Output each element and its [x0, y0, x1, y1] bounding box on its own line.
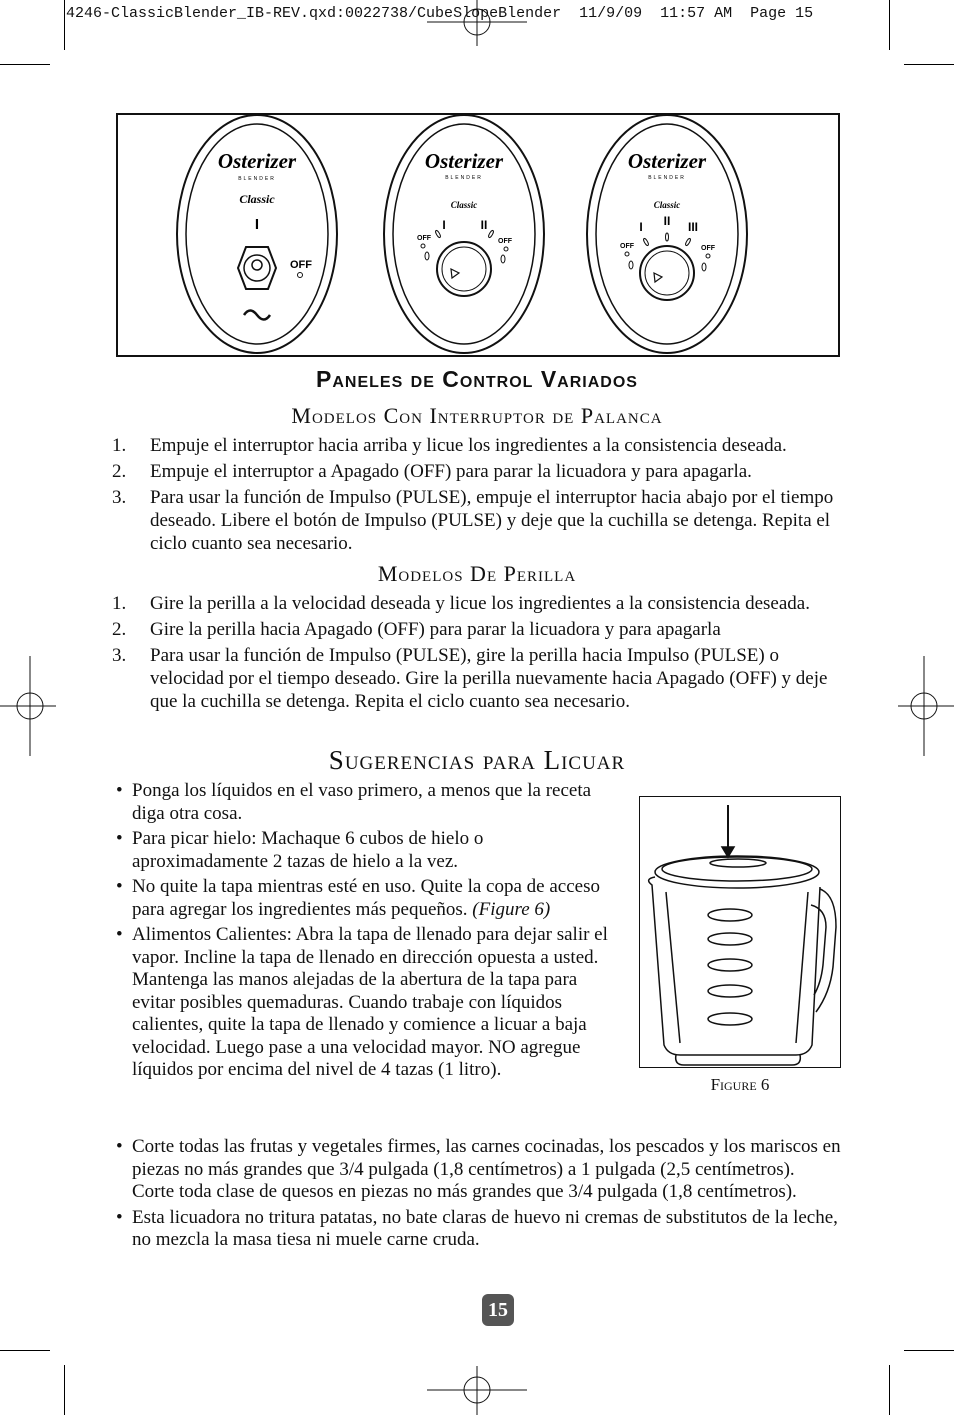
list-item: • Corte todas las frutas y vegetales firmes, las carnes cocinadas, los pescados y los mariscos en piezas no más grandes que 3/4 pulgada (1,8 centímetros) a 1 pulgada (2,5 centímetros). Corte toda clase de quesos en piezas no más grandes que 3/4 pulgada (1,8 centímetros). [116, 1136, 841, 1204]
toggle-steps-list [112, 434, 842, 558]
list-item: 1. Gire la perilla a la velocidad deseada y licue los ingredientes a la consistencia deseada. [112, 593, 810, 614]
subsection-title-toggle-models: Modelos Con Interruptor de Palanca [291, 403, 663, 428]
brand-logo: Osterizer [627, 149, 707, 173]
speed-knob-icon [640, 246, 694, 300]
tips-list-wide [116, 1136, 841, 1255]
page-number: 15 [482, 1294, 514, 1326]
svg-text:OFF: OFF [417, 235, 431, 242]
figure-caption: Figure 6 [710, 1075, 770, 1094]
knob-panel-3-speed [587, 115, 747, 353]
svg-text:BLENDER: BLENDER [445, 175, 483, 181]
list-item: • Para picar hielo: Machaque 6 cubos de hielo o aproximadamente 2 tazas de hielo a la vez. [116, 828, 611, 873]
list-item: 1. Empuje el interruptor hacia arriba y licue los ingredientes a la consistencia deseada. [112, 435, 787, 456]
svg-text:III: III [687, 220, 699, 234]
list-item: 2. Empuje el interruptor a Apagado (OFF) para parar la licuadora y para apagarla. [112, 461, 752, 482]
section-title-blending-tips: Sugerencias para Licuar [328, 745, 626, 775]
pulse-wave-icon [244, 311, 270, 320]
printer-slug: 4246-ClassicBlender_IB-REV.qxd:0022738/CubeSlopeBlender 11/9/09 11:57 AM Page 15 [66, 5, 814, 22]
svg-text:OFF: OFF [498, 238, 512, 245]
subsection-title-knob-models: Modelos De Perilla [377, 561, 577, 586]
svg-text:BLENDER: BLENDER [648, 175, 686, 181]
toggle-panel [177, 115, 337, 353]
brand-logo: Osterizer [217, 149, 297, 173]
list-item: • Ponga los líquidos en el vaso primero, a menos que la receta diga otra cosa. [116, 780, 611, 825]
brand-logo: Osterizer [424, 149, 504, 173]
list-item: 3. Para usar la función de Impulso (PULSE), empuje el interruptor hacia abajo por el tiempo deseado. Libere el botón de Impulso (PULSE) y deje que la cuchilla se detenga. Repita el ciclo cuanto sea necesario. [112, 487, 834, 554]
svg-text:I: I [254, 216, 260, 233]
svg-text:II: II [480, 218, 488, 232]
svg-text:II: II [663, 214, 671, 228]
model-logo: Classic [653, 200, 681, 210]
control-panels-illustration [116, 113, 840, 357]
knob-steps-list [112, 592, 842, 716]
section-title-control-panels: Paneles de Control Variados [316, 366, 638, 392]
model-logo: Classic [239, 192, 275, 206]
svg-text:I: I [639, 220, 643, 234]
list-item: 2. Gire la perilla hacia Apagado (OFF) para parar la licuadora y para apagarla [112, 619, 721, 640]
svg-text:OFF: OFF [701, 245, 715, 252]
model-logo: Classic [450, 200, 478, 210]
blender-jar-illustration [640, 797, 840, 1067]
list-item: • Alimentos Calientes: Abra la tapa de llenado para dejar salir el vapor. Incline la tapa de llenado en dirección opuesta a usted. Mantenga las manos alejadas de la abertura de la tapa para evitar posibles quemaduras. Cuando trabaje con líquidos calientes, quite la tapa de llenado y comience a licuar a baja velocidad. Luego pase a una velocidad mayor. NO agregue líquidos por encima del nivel de 4 tazas (1 litro). [116, 924, 611, 1082]
svg-text:OFF: OFF [290, 259, 312, 271]
list-item: 3. Para usar la función de Impulso (PULSE), gire la perilla hacia Impulso (PULSE) o velocidad por el tiempo deseado. Gire la perilla nuevamente hacia Apagado (OFF) y deje que la cuchilla se detenga. Repita el ciclo cuanto sea necesario. [112, 645, 828, 712]
svg-text:BLENDER: BLENDER [238, 176, 276, 182]
svg-text:I: I [442, 218, 446, 232]
list-item: • No quite la tapa mientras esté en uso. Quite la copa de acceso para agregar los ingredientes más pequeños. (Figure 6) [116, 876, 611, 921]
tips-list-narrow [116, 780, 611, 1085]
list-item: • Esta licuadora no tritura patatas, no bate claras de huevo ni cremas de substitutos de la leche, no mezcla la masa tiesa ni muele carne cruda. [116, 1207, 841, 1252]
knob-panel-2-speed [384, 115, 544, 353]
speed-knob-icon [437, 242, 491, 296]
svg-text:OFF: OFF [620, 243, 634, 250]
